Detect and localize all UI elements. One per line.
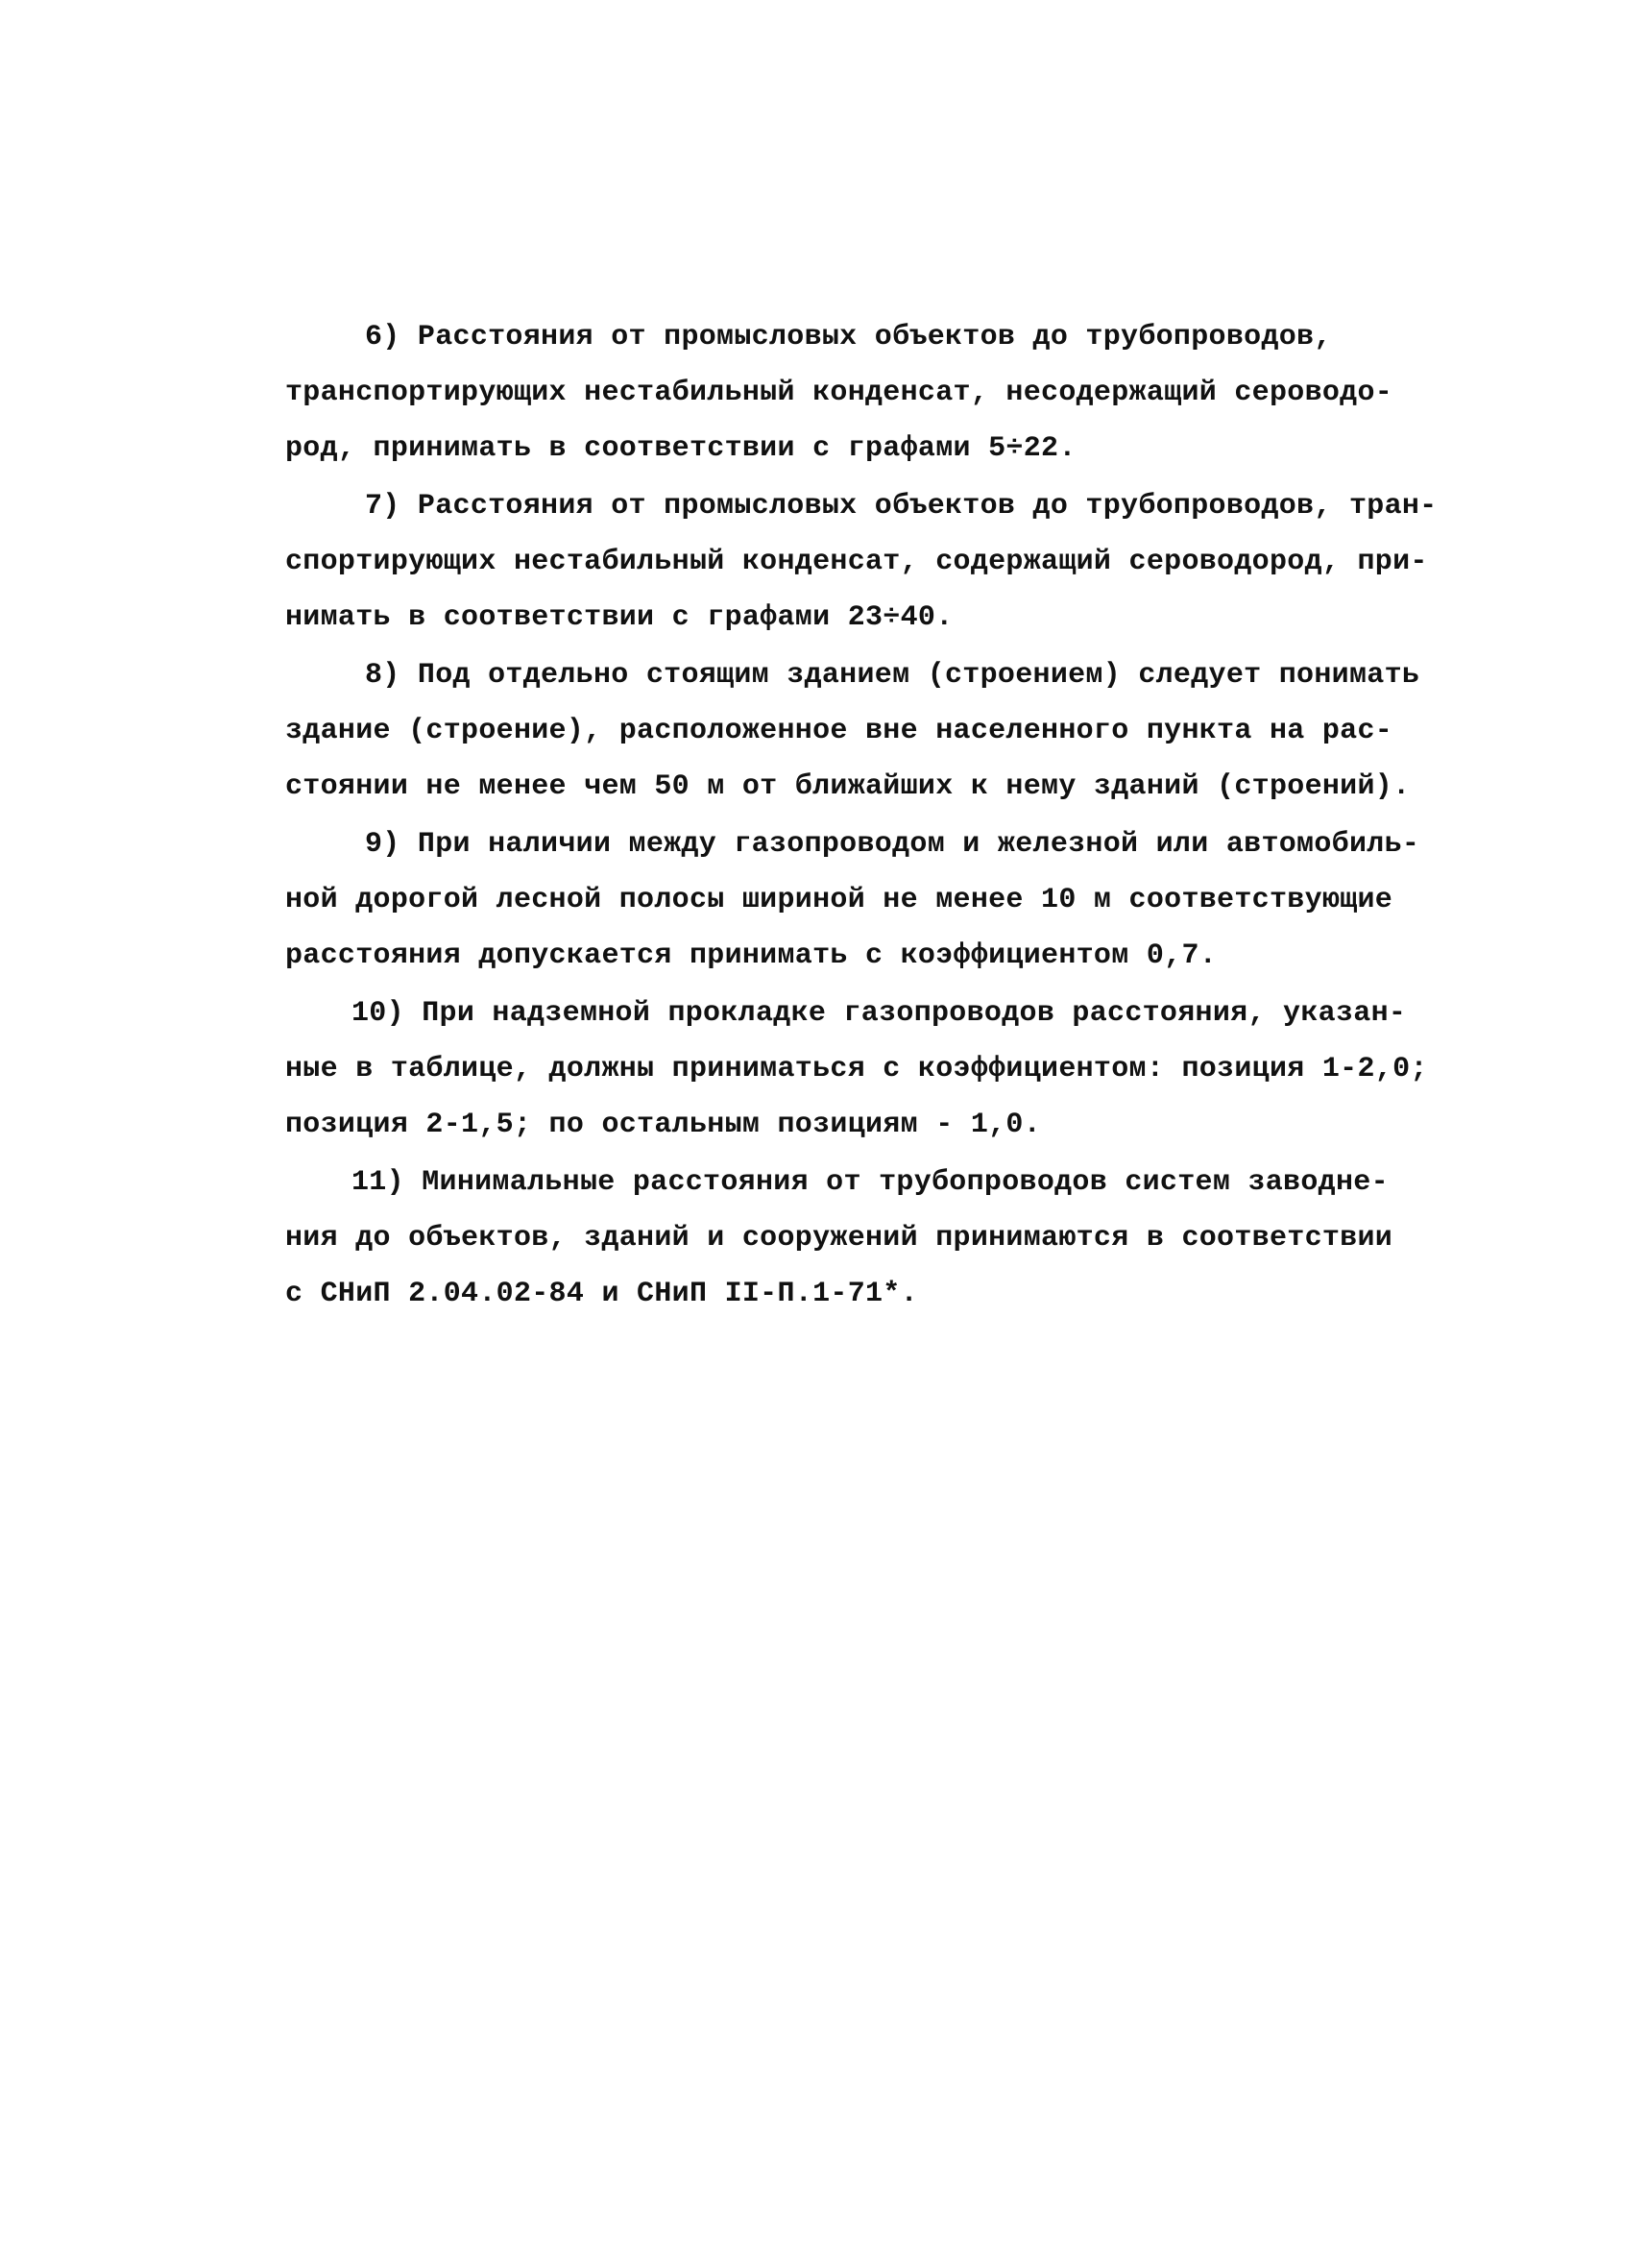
note-8-line-3: стоянии не менее чем 50 м от ближайших к нему зданий (строений). <box>285 770 1411 803</box>
note-7-line-2: спортирующих нестабильный конденсат, содержащий сероводород, при- <box>285 546 1428 578</box>
note-7-line-3: нимать в соответствии с графами 23÷40. <box>285 601 954 634</box>
note-8-line-2: здание (строение), расположенное вне населенного пункта на рас- <box>285 715 1393 747</box>
note-6-line-3: род, принимать в соответствии с графами 5÷22. <box>285 432 1077 465</box>
note-8-line-1: 8) Под отдельно стоящим зданием (строением) следует понимать <box>365 659 1420 692</box>
note-9-line-3: расстояния допускается принимать с коэффициентом 0,7. <box>285 939 1218 972</box>
note-9-line-2: ной дорогой лесной полосы шириной не менее 10 м соответствующие <box>285 884 1393 916</box>
note-6-line-1: 6) Расстояния от промысловых объектов до трубопроводов, <box>365 321 1332 354</box>
note-11-line-3: с СНиП 2.04.02-84 и СНиП II-П.1-71*. <box>285 1278 918 1310</box>
note-11-line-2: ния до объектов, зданий и сооружений принимаются в соответствии <box>285 1222 1393 1255</box>
note-10-line-1: 10) При надземной прокладке газопроводов расстояния, указан- <box>351 997 1407 1030</box>
note-7-line-1: 7) Расстояния от промысловых объектов до трубопроводов, тран- <box>365 490 1438 523</box>
note-9-line-1: 9) При наличии между газопроводом и железной или автомобиль- <box>365 828 1420 861</box>
note-10-line-3: позиция 2-1,5; по остальным позициям - 1,0. <box>285 1109 1042 1141</box>
note-6-line-2: транспортирующих нестабильный конденсат, несодержащий сероводо- <box>285 377 1393 409</box>
note-10-line-2: ные в таблице, должны приниматься с коэффициентом: позиция 1-2,0; <box>285 1053 1428 1085</box>
note-11-line-1: 11) Минимальные расстояния от трубопроводов систем заводне- <box>351 1166 1389 1199</box>
